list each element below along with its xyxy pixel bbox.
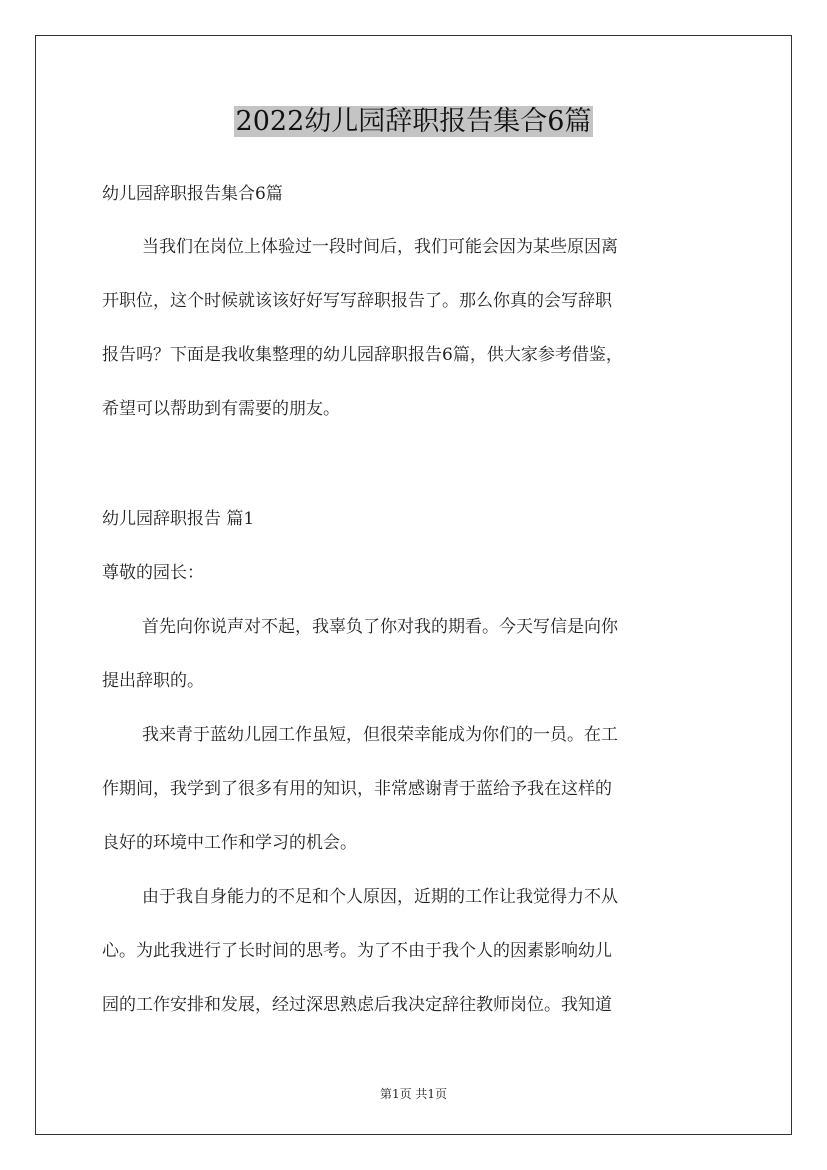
body-line: 作期间，我学到了很多有用的知识，非常感谢青于蓝给予我在这样的 bbox=[102, 779, 612, 799]
body-line: 首先向你说声对不起，我辜负了你对我的期看。今天写信是向你 bbox=[142, 617, 618, 637]
body-line: 由于我自身能力的不足和个人原因，近期的工作让我觉得力不从 bbox=[142, 887, 618, 907]
section-heading: 幼儿园辞职报告 篇1 bbox=[102, 509, 255, 529]
body-line: 我来青于蓝幼儿园工作虽短，但很荣幸能成为你们的一员。在工 bbox=[142, 725, 618, 745]
document-subtitle: 幼儿园辞职报告集合6篇 bbox=[102, 184, 283, 204]
body-line: 心。为此我进行了长时间的思考。为了不由于我个人的因素影响幼儿 bbox=[102, 941, 612, 961]
intro-line: 希望可以帮助到有需要的朋友。 bbox=[102, 399, 340, 419]
document-title-text: 2022幼儿园辞职报告集合6篇 bbox=[235, 106, 592, 137]
salutation: 尊敬的园长： bbox=[102, 563, 204, 583]
body-line: 园的工作安排和发展，经过深思熟虑后我决定辞往教师岗位。我知道 bbox=[102, 995, 612, 1015]
intro-line: 当我们在岗位上体验过一段时间后，我们可能会因为某些原因离 bbox=[142, 237, 618, 257]
intro-line: 开职位，这个时候就该该好好写写辞职报告了。那么你真的会写辞职 bbox=[102, 291, 612, 311]
page-footer: 第1页 共1页 bbox=[379, 1087, 448, 1101]
document-title bbox=[0, 104, 827, 140]
intro-line: 报告吗？下面是我收集整理的幼儿园辞职报告6篇，供大家参考借鉴， bbox=[102, 345, 623, 365]
body-line: 提出辞职的。 bbox=[102, 671, 204, 691]
body-line: 良好的环境中工作和学习的机会。 bbox=[102, 833, 357, 853]
